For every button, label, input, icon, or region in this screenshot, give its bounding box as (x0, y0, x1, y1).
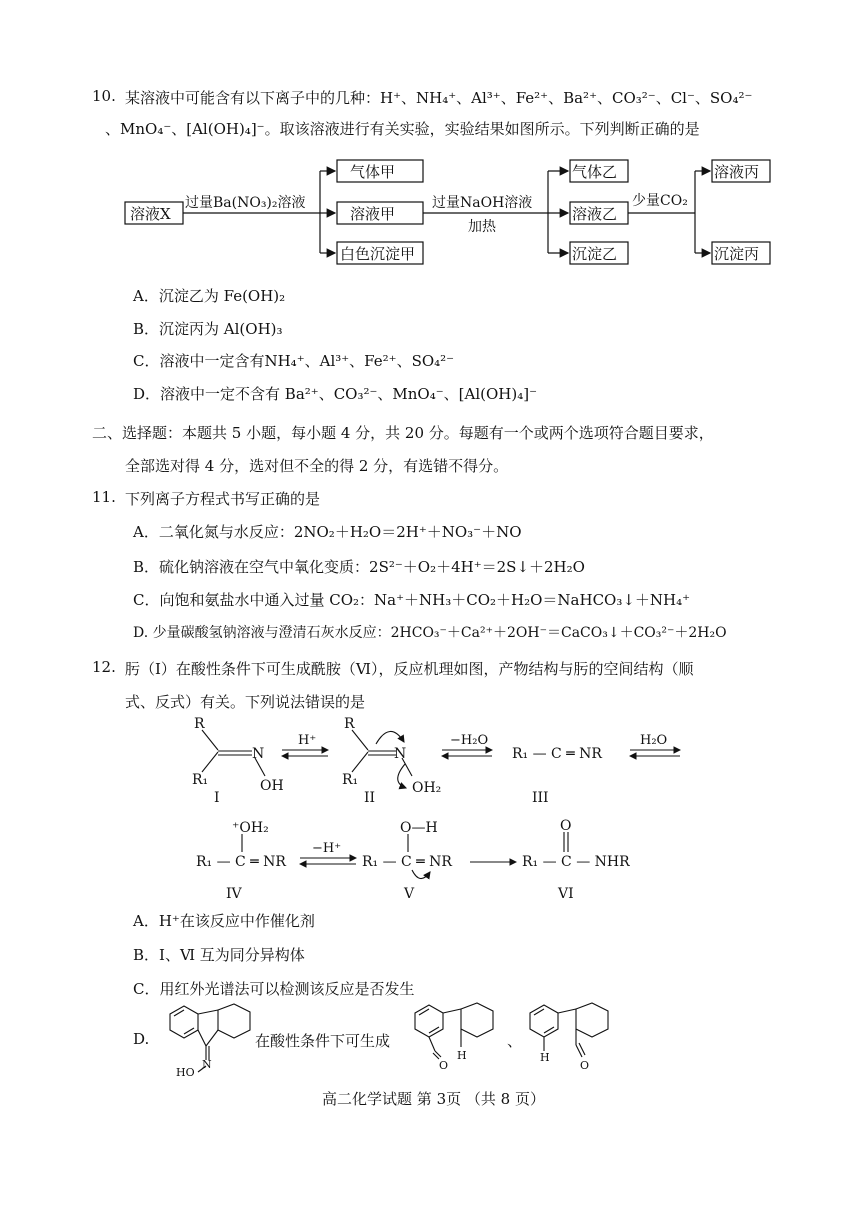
q12-option-d-oxime-structure (158, 1000, 258, 1080)
q12-option-a: A．H⁺在该反应中作催化剂 (133, 912, 315, 930)
flow-sol3: 溶液丙 (714, 163, 760, 181)
scheme-label-I: I (214, 790, 220, 806)
flow-sol2: 溶液乙 (572, 205, 618, 223)
scheme-IV-formula: R₁ — C ═ NR (196, 854, 286, 870)
flow-reagent2: 过量NaOH溶液 (432, 195, 533, 211)
optD-product1-O: O (439, 1059, 449, 1072)
scheme-I-R1: R₁ (192, 772, 209, 788)
flow-sol1: 溶液甲 (350, 205, 396, 223)
scheme-V-formula: R₁ — C ═ NR (362, 854, 452, 870)
flow-ppt1: 白色沉淀甲 (340, 245, 416, 263)
q11-option-d: D. 少量碳酸氢钠溶液与澄清石灰水反应：2HCO₃⁻＋Ca²⁺＋2OH⁻＝CaCO₃↓＋CO₃²⁻＋2H₂O (133, 625, 727, 641)
flow-gas1: 气体甲 (350, 163, 396, 181)
q12-mechanism-scheme (180, 712, 700, 912)
scheme-label-V: V (404, 886, 415, 902)
q10-flowchart (120, 155, 790, 275)
q12-option-c: C．用红外光谱法可以检测该反应是否发生 (133, 980, 415, 998)
q10-option-d: D．溶液中一定不含有 Ba²⁺、CO₃²⁻、MnO₄⁻、[Al(OH)₄]⁻ (133, 385, 538, 403)
flow-reagent2b: 加热 (468, 219, 496, 235)
q12-option-d-product1-structure (405, 995, 505, 1075)
scheme-VI-top: O (560, 818, 572, 834)
scheme-II-N: N (394, 746, 407, 762)
q10-option-c: C．溶液中一定含有NH₄⁺、Al³⁺、Fe²⁺、SO₄²⁻ (133, 352, 455, 370)
scheme-II-R: R (344, 716, 355, 732)
optD-oxime-HO: HO (176, 1066, 195, 1079)
q12-stem-line2: 式、反式）有关。下列说法错误的是 (125, 693, 366, 711)
scheme-I-OH: OH (260, 778, 284, 794)
q12-option-d-separator: 、 (507, 1032, 523, 1050)
page-footer: 高二化学试题 第 3页 （共 8 页） (322, 1090, 545, 1108)
q11-stem: 下列离子方程式书写正确的是 (125, 490, 321, 508)
flow-gas2: 气体乙 (572, 163, 618, 181)
q12-option-b: B．Ⅰ、Ⅵ 互为同分异构体 (133, 946, 305, 964)
optD-product2-H: H (540, 1051, 550, 1064)
scheme-I-N: N (252, 746, 265, 762)
q10-option-a: A．沉淀乙为 Fe(OH)₂ (133, 287, 286, 305)
flow-ppt3: 沉淀丙 (714, 245, 760, 263)
flow-start-label: 溶液X (130, 205, 171, 223)
scheme-IV-top: ⁺OH₂ (232, 820, 269, 836)
q12-stem-line1: 肟（Ⅰ）在酸性条件下可生成酰胺（Ⅵ），反应机理如图，产物结构与肟的空间结构（顺 (125, 660, 694, 678)
scheme-label-II: II (364, 790, 376, 806)
q11-option-a: A．二氧化氮与水反应：2NO₂＋H₂O＝2H⁺＋NO₃⁻＋NO (133, 523, 522, 541)
q10-option-b: B．沉淀丙为 Al(OH)₃ (133, 320, 283, 338)
q12-option-d-mid: 在酸性条件下可生成 (255, 1032, 391, 1050)
scheme-II-R1: R₁ (342, 772, 359, 788)
q10-stem-line1: 某溶液中可能含有以下离子中的几种：H⁺、NH₄⁺、Al³⁺、Fe²⁺、Ba²⁺、CO₃²⁻、Cl⁻、SO₄²⁻ (125, 89, 753, 107)
scheme-I-R: R (194, 716, 205, 732)
section2-heading-line2: 全部选对得 4 分，选对但不全的得 2 分，有选错不得分。 (125, 457, 509, 475)
q11-number: 11. (92, 488, 116, 506)
q10-stem-line2: 、MnO₄⁻、[Al(OH)₄]⁻。取该溶液进行有关实验，实验结果如图所示。下列判断正确的是 (105, 120, 700, 138)
scheme-VI-formula: R₁ — C — NHR (522, 854, 630, 870)
scheme-arrow1-label: H⁺ (298, 733, 317, 748)
scheme-II-OH2: OH₂ (412, 780, 442, 796)
flow-ppt2: 沉淀乙 (572, 245, 618, 263)
scheme-V-top: O—H (400, 820, 438, 836)
q12-option-d-prefix: D. (133, 1030, 150, 1048)
scheme-label-III: III (532, 790, 549, 806)
scheme-arrow4-label: −H⁺ (312, 841, 342, 856)
optD-product1-H: H (457, 1049, 467, 1062)
flow-reagent1: 过量Ba(NO₃)₂溶液 (185, 195, 306, 211)
q12-number: 12. (92, 658, 116, 676)
flow-reagent3: 少量CO₂ (632, 193, 688, 209)
scheme-label-VI: VI (558, 886, 574, 902)
q10-number: 10. (92, 87, 116, 105)
q11-option-b: B．硫化钠溶液在空气中氧化变质：2S²⁻＋O₂＋4H⁺＝2S↓＋2H₂O (133, 558, 585, 576)
q11-option-c: C．向饱和氨盐水中通入过量 CO₂：Na⁺＋NH₃＋CO₂＋H₂O＝NaHCO₃↓＋NH₄⁺ (133, 591, 691, 609)
scheme-III-formula: R₁ — C ═ NR (512, 746, 602, 762)
q12-option-d-product2-structure (520, 995, 620, 1075)
optD-oxime-N: N (202, 1058, 212, 1071)
section2-heading-line1: 二、选择题：本题共 5 小题，每小题 4 分，共 20 分。每题有一个或两个选项符合题目要求， (92, 424, 714, 442)
scheme-arrow3-label: H₂O (640, 733, 668, 748)
scheme-arrow2-label: −H₂O (450, 733, 489, 748)
scheme-label-IV: IV (226, 886, 242, 902)
optD-product2-O: O (580, 1059, 590, 1072)
